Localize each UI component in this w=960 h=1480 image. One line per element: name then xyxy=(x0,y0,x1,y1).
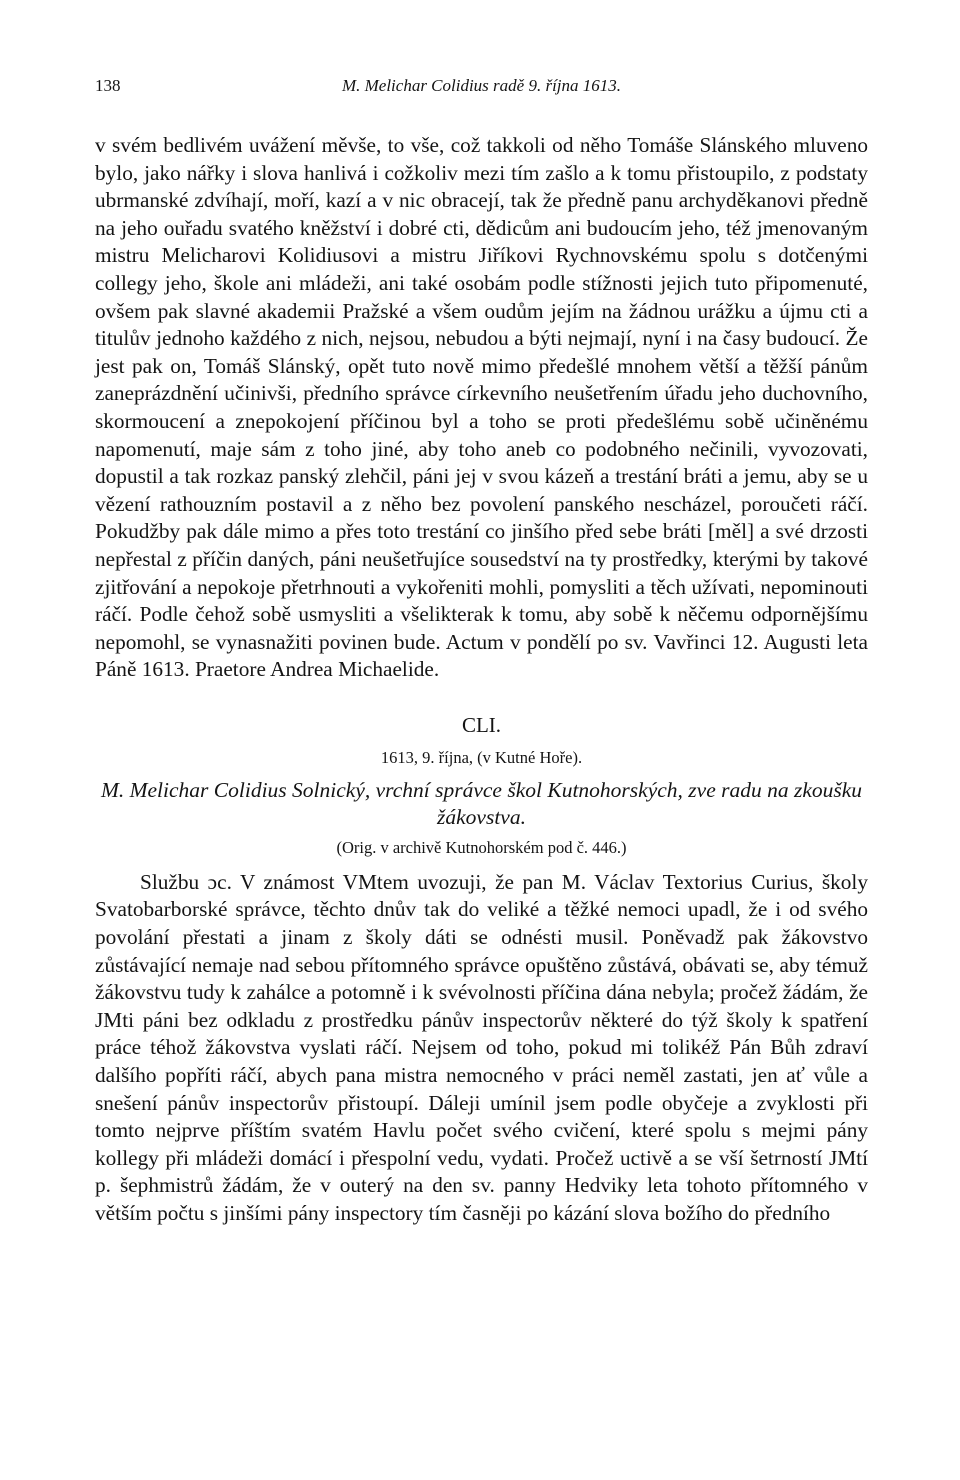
section-date-place: 1613, 9. října, (v Kutné Hoře). xyxy=(380,747,583,767)
body-paragraph-2: Službu ɔc. V známost VMtem uvozuji, že pan M. Václav Textorius Curius, školy Svatobarborské správce, těchto dnův tak do veliké a těžké nemoci upadl, že i od svého povolání přestati a jinam z školy dáti se odnésti musil. Poněvadž pak žákovstvo zůstávající nemaje nad sebou přítomného správce opuštěno zůstává, obávati se, aby témuž žákovstvu tudy k zahálce a potomně i k svévolnosti příčina dána nebyla; pročež žádám, že JMti páni bez odkladu z prostředku pánův inspectorův některé do týž školy k spatření práce téhož žákovstva vyslati ráčí. Nejsem od toho, pokud mi tolikéž Pán Bůh zdraví dalšího popříti ráčí, abych pana mistra nemocného v práci neměl zastati, jen ať vůle a snešení pánův inspectorův přistoupí. Dáleji umínil jsem podle obyčeje a zvyklosti při tomto nejprve příštím svatém Havlu počet svého cvičení, které spolu s mejmi pány kollegy při mládeži domácí i přespolní vedu, vydati. Pročež uctivě a se vší šetrností JMtí p. šephmistrů žádám, že v outerý na den sv. panny Hedviky leta tohoto přítomného v větším počtu s jinšími pány inspectory tím časněji po kázání slova božího do předního xyxy=(95,869,868,1225)
section-title: M. Melichar Colidius Solnický, vrchní správce škol Kutnohorských, zve radu na zkoušku žákovstva. xyxy=(100,777,863,829)
page-number: 138 xyxy=(95,76,121,95)
body-paragraph-1: v svém bedlivém uvážení měvše, to vše, což takkoli od něho Tomáše Slánského mluveno bylo, jako nářky i slova hanlivá i cožkoliv mezi tím zašlo a k tomu přistoupilo, z podstaty ubrmanské zdvíhají, moří, kazí a v nic obracejí, tak že předně panu archyděkanovi předně na jeho ouřadu svatého kněžství i dobré cti, dědicům ani budoucím jeho, též jmenovaným mistru Melicharovi Kolidiusovi a mistru Jiříkovi Rychnovskému spolu s dotčenými collegy jeho, škole ani mládeži, ani také osobám podle stížnosti jejich tuto připomenuté, ovšem pak slavné akademii Pražské a všem oudům jejím na žádnou urážku a újmu cti a titulův jednoho každého z nich, nejsou, nebudou a býti nejmají, nyní i na časy budoucí. Že jest pak on, Tomáš Slánský, opět tuto nově mimo předešlé mnohem větší a těžší pánům zaneprázdnění učinivši, předního správce církevního neušetřením úřadu jeho duchovního, skormoucení a znepokojení příčinou byl a toho se proti předešlému sobě učiněnému napomenutí, maje sám z toho jiné, aby toho aneb co podobného nečinili, vyvozovati, dopustil a tak rozkaz panský zlehčil, páni jej v svou kázeň a trestání bráti a jemu, aby se u vězení rathouzním postavil a z něho bez povolení panského nescházel, poroučeti ráčí. Pokudžby pak dále mimo a přes toto trestání co jinšího před sebe bráti [měl] a své drzosti nepřestal z příčin daných, páni neušetřujíce sousedství na ty prostředky, kterými by takové zjitřování a nepokoje přetrhnouti a vykořeniti mohli, pomysliti a těch užívati, nepominouti ráčí. Podle čehož sobě usmysliti a všelikterak k tomu, aby sobě k něčemu odpornějšímu nepomohl, se vynasnažiti povinen bude. Actum v pondělí po sv. Vavřinci 12. Augusti leta Páně 1613. Praetore Andrea Michaelide. xyxy=(95,133,868,682)
document-page xyxy=(95,76,868,1228)
running-header xyxy=(95,76,868,102)
running-title: M. Melichar Colidius radě 9. října 1613. xyxy=(341,76,622,95)
section-source: (Orig. v archivě Kutnohorském pod č. 446.) xyxy=(336,837,627,857)
section-number: CLI. xyxy=(461,712,502,737)
